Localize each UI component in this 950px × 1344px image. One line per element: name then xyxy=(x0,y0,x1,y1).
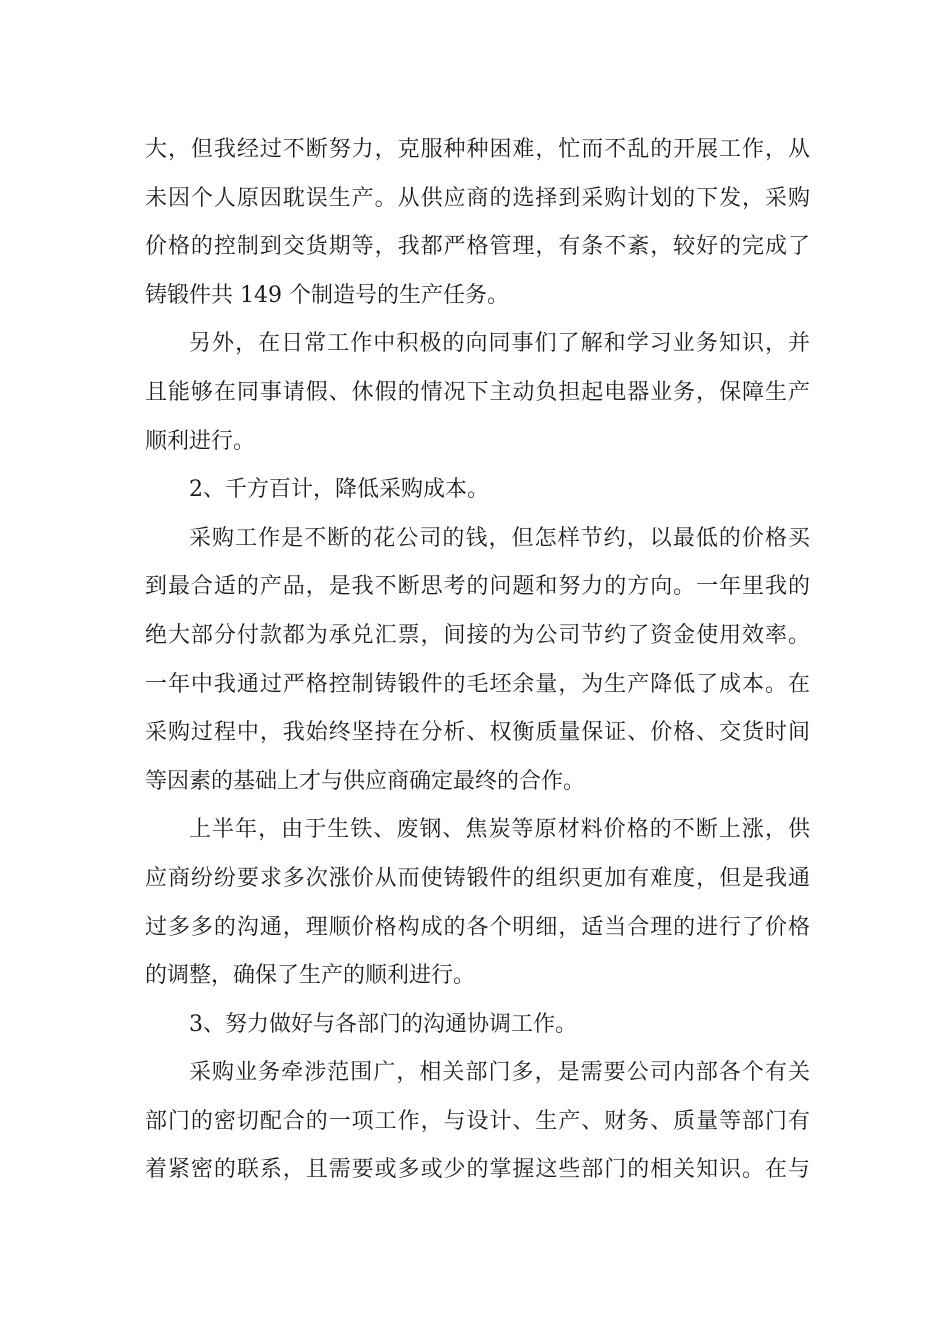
text-line: 铸锻件共 149 个制造号的生产任务。 xyxy=(145,282,509,308)
text-line: 一年中我通过严格控制铸锻件的毛坯余量，为生产降低了成本。在 xyxy=(145,671,810,697)
text-line: 价格的控制到交货期等，我都严格管理，有条不紊，较好的完成了 xyxy=(145,234,810,260)
text-line: 未因个人原因耽误生产。从供应商的选择到采购计划的下发，采购 xyxy=(145,185,810,211)
text-line: 到最合适的产品，是我不断思考的问题和努力的方向。一年里我的 xyxy=(145,574,810,600)
text-line: 绝大部分付款都为承兑汇票，间接的为公司节约了资金使用效率。 xyxy=(145,622,810,648)
text-line: 过多多的沟通，理顺价格构成的各个明细，适当合理的进行了价格 xyxy=(145,914,810,940)
section-heading: 3、努力做好与各部门的沟通协调工作。 xyxy=(189,1011,577,1037)
text-line: 顺利进行。 xyxy=(145,428,256,454)
body-text xyxy=(145,126,810,1195)
text-line: 上半年，由于生铁、废钢、焦炭等原材料价格的不断上涨，供 xyxy=(189,817,810,843)
text-line: 部门的密切配合的一项工作，与设计、生产、财务、质量等部门有 xyxy=(145,1108,810,1134)
text-line: 的调整，确保了生产的顺利进行。 xyxy=(145,963,476,989)
text-line: 另外，在日常工作中积极的向同事们了解和学习业务知识，并 xyxy=(189,331,810,357)
text-line: 等因素的基础上才与供应商确定最终的合作。 xyxy=(145,768,586,794)
text-line: 采购业务牵涉范围广，相关部门多，是需要公司内部各个有关 xyxy=(189,1060,810,1086)
text-line: 且能够在同事请假、休假的情况下主动负担起电器业务，保障生产 xyxy=(145,379,810,405)
text-line: 采购工作是不断的花公司的钱，但怎样节约，以最低的价格买 xyxy=(189,525,810,551)
text-line: 大，但我经过不断努力，克服种种困难，忙而不乱的开展工作，从 xyxy=(145,137,810,162)
text-line: 采购过程中，我始终坚持在分析、权衡质量保证、价格、交货时间 xyxy=(145,720,810,746)
text-line: 应商纷纷要求多次涨价从而使铸锻件的组织更加有难度，但是我通 xyxy=(145,865,810,891)
text-line: 着紧密的联系，且需要或多或少的掌握这些部门的相关知识。在与 xyxy=(145,1157,810,1183)
section-heading: 2、千方百计，降低采购成本。 xyxy=(189,477,489,503)
